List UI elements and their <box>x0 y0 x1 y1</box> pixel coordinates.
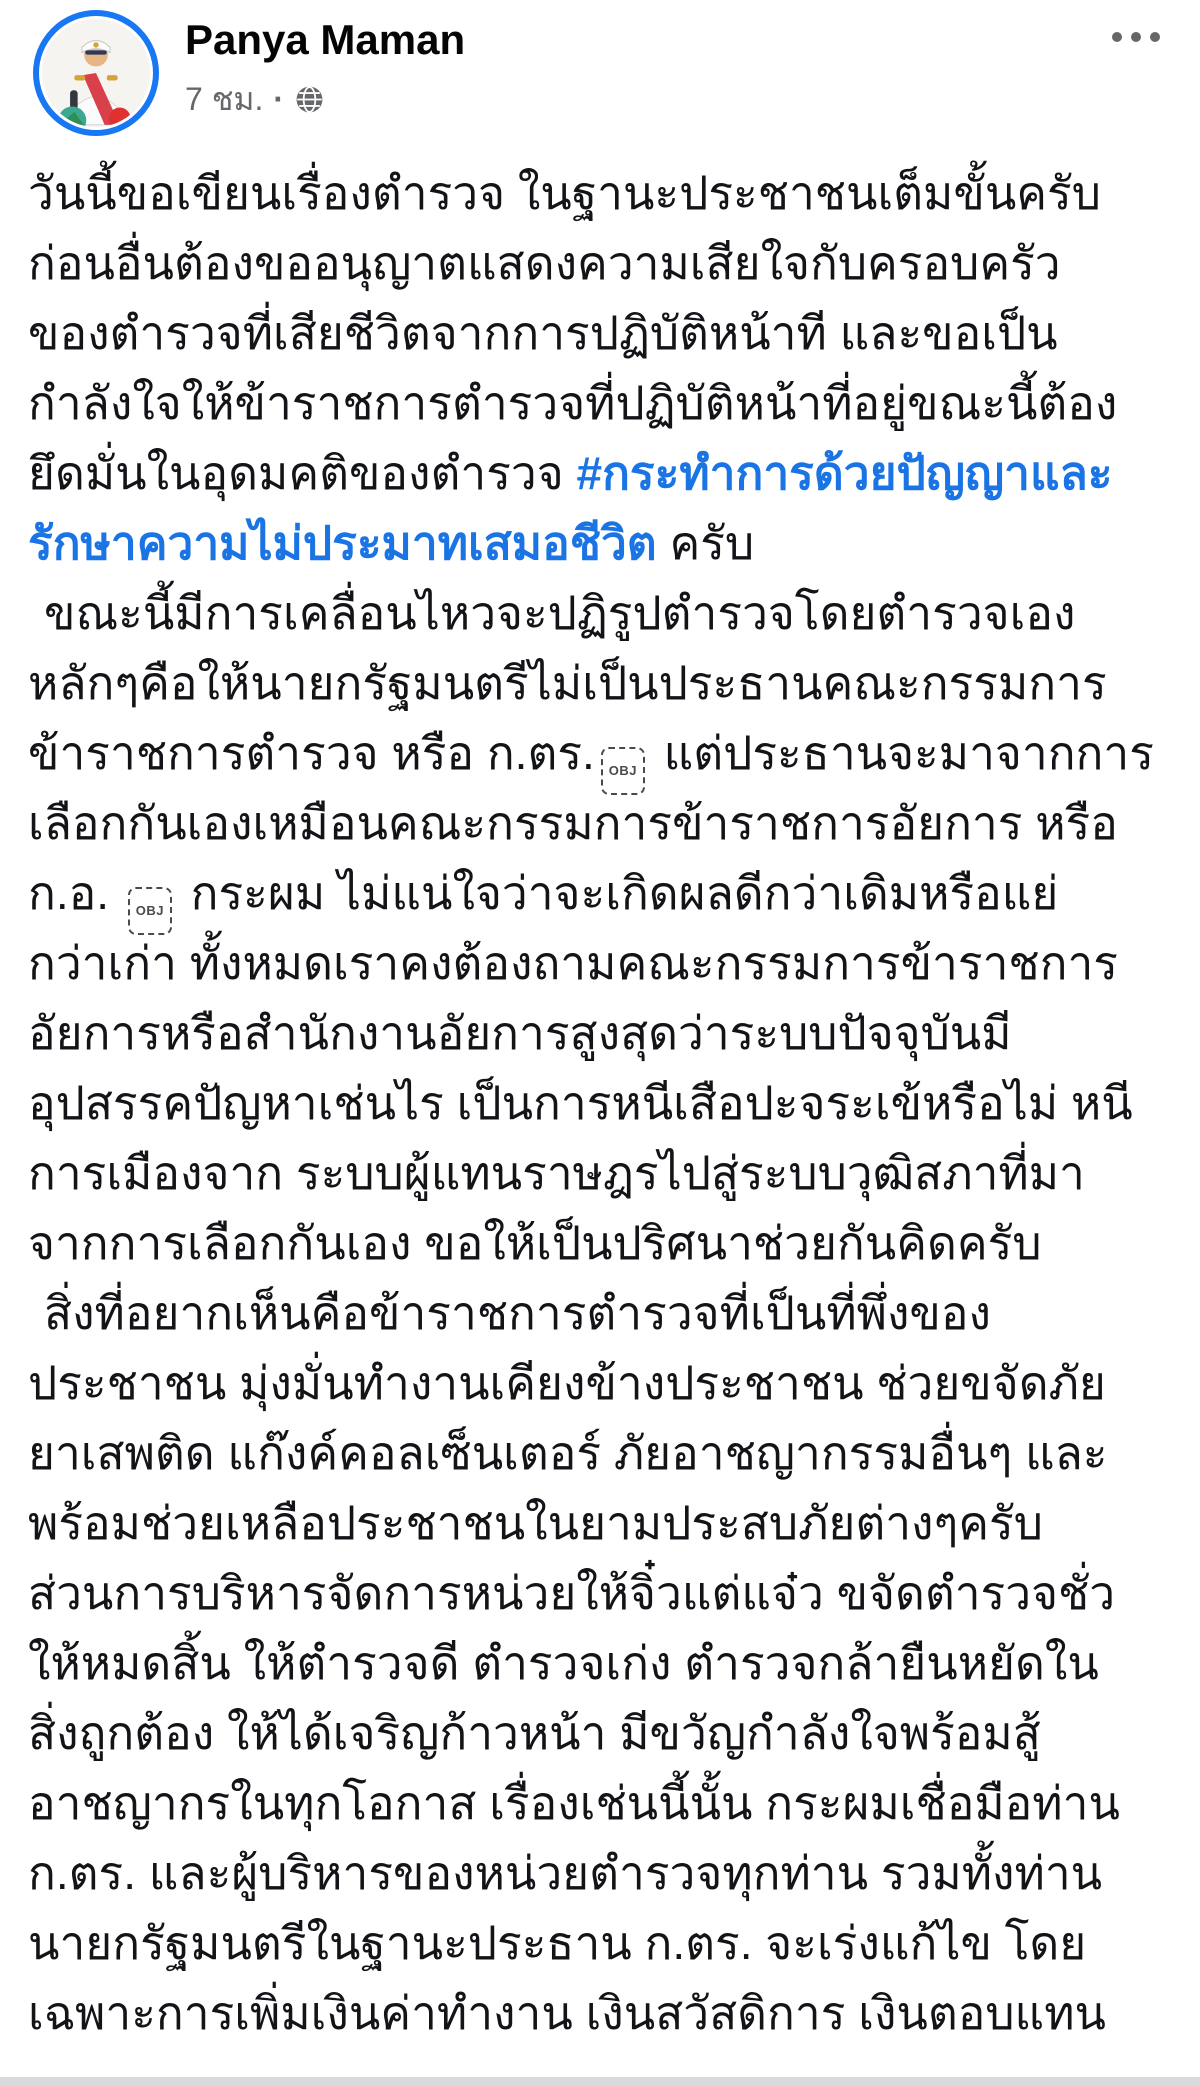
hashtag-link[interactable]: #กระทำการด้วยปัญญาและ <box>576 447 1113 499</box>
post-text-segment: ขณะนี้มีการเคลื่อนไหวจะปฏิรูปตำรวจโดยตำรวจเอง <box>44 587 1076 639</box>
post-text-line <box>28 158 1176 228</box>
header-text-block <box>185 10 465 125</box>
object-placeholder-icon: OBJ <box>601 747 645 795</box>
post-text-line <box>28 508 1176 578</box>
post-text-segment: การเมืองจาก ระบบผู้แทนราษฎรไปสู่ระบบวุฒิสภาที่มา <box>28 1147 1085 1199</box>
dot-icon <box>1131 32 1141 42</box>
post-text-line <box>28 1418 1176 1488</box>
post-text-segment: อาชญากรในทุกโอกาส เรื่องเช่นนี้นั้น กระผมเชื่อมือท่าน <box>28 1777 1120 1829</box>
post-text-line <box>28 788 1176 858</box>
post-text-line <box>28 1278 1176 1348</box>
post-text-segment: จากการเลือกกันเอง ขอให้เป็นปริศนาช่วยกันคิดครับ <box>28 1217 1042 1269</box>
profile-name-link[interactable]: Panya Maman <box>185 16 466 63</box>
post-text-line <box>28 1838 1176 1908</box>
object-placeholder-icon: OBJ <box>128 887 172 935</box>
post-text-line <box>28 718 1176 788</box>
post-text-segment: กระผม ไม่แน่ใจว่าจะเกิดผลดีกว่าเดิมหรือแย่ <box>177 867 1059 919</box>
post-text-line <box>28 1138 1176 1208</box>
more-options-button[interactable] <box>1106 26 1166 48</box>
post-text-line <box>28 578 1176 648</box>
post-text-line <box>28 858 1176 928</box>
post-text-line <box>28 1698 1176 1768</box>
post-text <box>28 158 1176 2048</box>
post-header <box>0 0 1200 150</box>
post-text-line <box>28 1558 1176 1628</box>
post-text-segment: ก.ตร. และผู้บริหารของหน่วยตำรวจทุกท่าน รวมทั้งท่าน <box>28 1847 1103 1899</box>
post-text-segment: กำลังใจให้ข้าราชการตำรวจที่ปฏิบัติหน้าที่อยู่ขณะนี้ต้อง <box>28 377 1118 429</box>
post-text-segment: สิ่งที่อยากเห็นคือข้าราชการตำรวจที่เป็นที่พึ่งของ <box>44 1287 991 1339</box>
post-text-segment: เลือกกันเองเหมือนคณะกรรมการข้าราชการอัยการ หรือ <box>28 797 1118 849</box>
post-text-segment: พร้อมช่วยเหลือประชาชนในยามประสบภัยต่างๆครับ <box>28 1497 1043 1549</box>
post-text-segment: ก่อนอื่นต้องขออนุญาตแสดงความเสียใจกับครอบครัว <box>28 237 1061 289</box>
next-card-edge-divider <box>0 2077 1200 2086</box>
post-meta-row <box>185 74 465 125</box>
post-text-line <box>28 1978 1176 2048</box>
post-text-segment: นายกรัฐมนตรีในฐานะประธาน ก.ตร. จะเร่งแก้ไข โดย <box>28 1917 1087 1969</box>
post-text-segment: หลักๆคือให้นายกรัฐมนตรีไม่เป็นประธานคณะกรรมการ <box>28 657 1107 709</box>
post-text-line <box>28 648 1176 718</box>
post-text-segment: ยาเสพติด แก๊งค์คอลเซ็นเตอร์ ภัยอาชญากรรมอื่นๆ และ <box>28 1427 1108 1479</box>
post-text-segment: ประชาชน มุ่งมั่นทำงานเคียงข้างประชาชน ช่วยขจัดภัย <box>28 1357 1106 1409</box>
post-text-segment: ยึดมั่นในอุดมคติของตำรวจ <box>28 447 577 499</box>
post-text-line <box>28 1908 1176 1978</box>
post-text-segment: แต่ประธานจะมาจากการ <box>650 727 1154 779</box>
post-text-segment: ให้หมดสิ้น ให้ตำรวจดี ตำรวจเก่ง ตำรวจกล้ายืนหยัดใน <box>28 1637 1099 1689</box>
post-text-line <box>28 998 1176 1068</box>
post-text-line <box>28 1068 1176 1138</box>
post-text-line <box>28 1768 1176 1838</box>
post-text-line <box>28 228 1176 298</box>
post-text-segment: กว่าเก่า ทั้งหมดเราคงต้องถามคณะกรรมการข้าราชการ <box>28 937 1119 989</box>
post-text-segment: เฉพาะการเพิ่มเงินค่าทำงาน เงินสวัสดิการ เงินตอบแทน <box>28 1987 1106 2039</box>
post-text-segment: ก.อ. <box>28 867 122 919</box>
post-text-segment: ของตำรวจที่เสียชีวิตจากการปฏิบัติหน้าที และขอเป็น <box>28 307 1058 359</box>
post-text-segment: ส่วนการบริหารจัดการหน่วยให้จิ๋วแต่แจ๋ว ขจัดตำรวจชั่ว <box>28 1567 1116 1619</box>
timestamp-link[interactable]: 7 ชม. <box>185 81 264 118</box>
hashtag-link[interactable]: รักษาความไม่ประมาทเสมอชีวิต <box>28 517 657 569</box>
post-text-line <box>28 368 1176 438</box>
dot-icon <box>1150 32 1160 42</box>
post-text-line <box>28 298 1176 368</box>
post-text-line <box>28 1628 1176 1698</box>
post-text-segment: สิ่งถูกต้อง ให้ได้เจริญก้าวหน้า มีขวัญกำลังใจพร้อมสู้ <box>28 1707 1041 1759</box>
post-text-line <box>28 1348 1176 1418</box>
post-text-segment: อุปสรรคปัญหาเช่นไร เป็นการหนีเสือปะจระเข้หรือไม่ หนี <box>28 1077 1133 1129</box>
post-text-segment: วันนี้ขอเขียนเรื่องตำรวจ ในฐานะประชาชนเต็มขั้นครับ <box>28 167 1101 219</box>
post-text-line <box>28 1208 1176 1278</box>
post-text-line <box>28 1488 1176 1558</box>
globe-icon <box>294 84 325 115</box>
post-text-segment: ข้าราชการตำรวจ หรือ ก.ตร. <box>28 727 595 779</box>
avatar-image <box>42 19 150 127</box>
meta-separator: · <box>273 81 285 118</box>
post-text-line <box>28 438 1176 508</box>
post-text-segment: ครับ <box>656 517 755 569</box>
avatar[interactable] <box>33 10 159 136</box>
post-text-line <box>28 928 1176 998</box>
post-text-segment: อัยการหรือสำนักงานอัยการสูงสุดว่าระบบปัจจุบันมี <box>28 1007 1012 1059</box>
dot-icon <box>1112 32 1122 42</box>
